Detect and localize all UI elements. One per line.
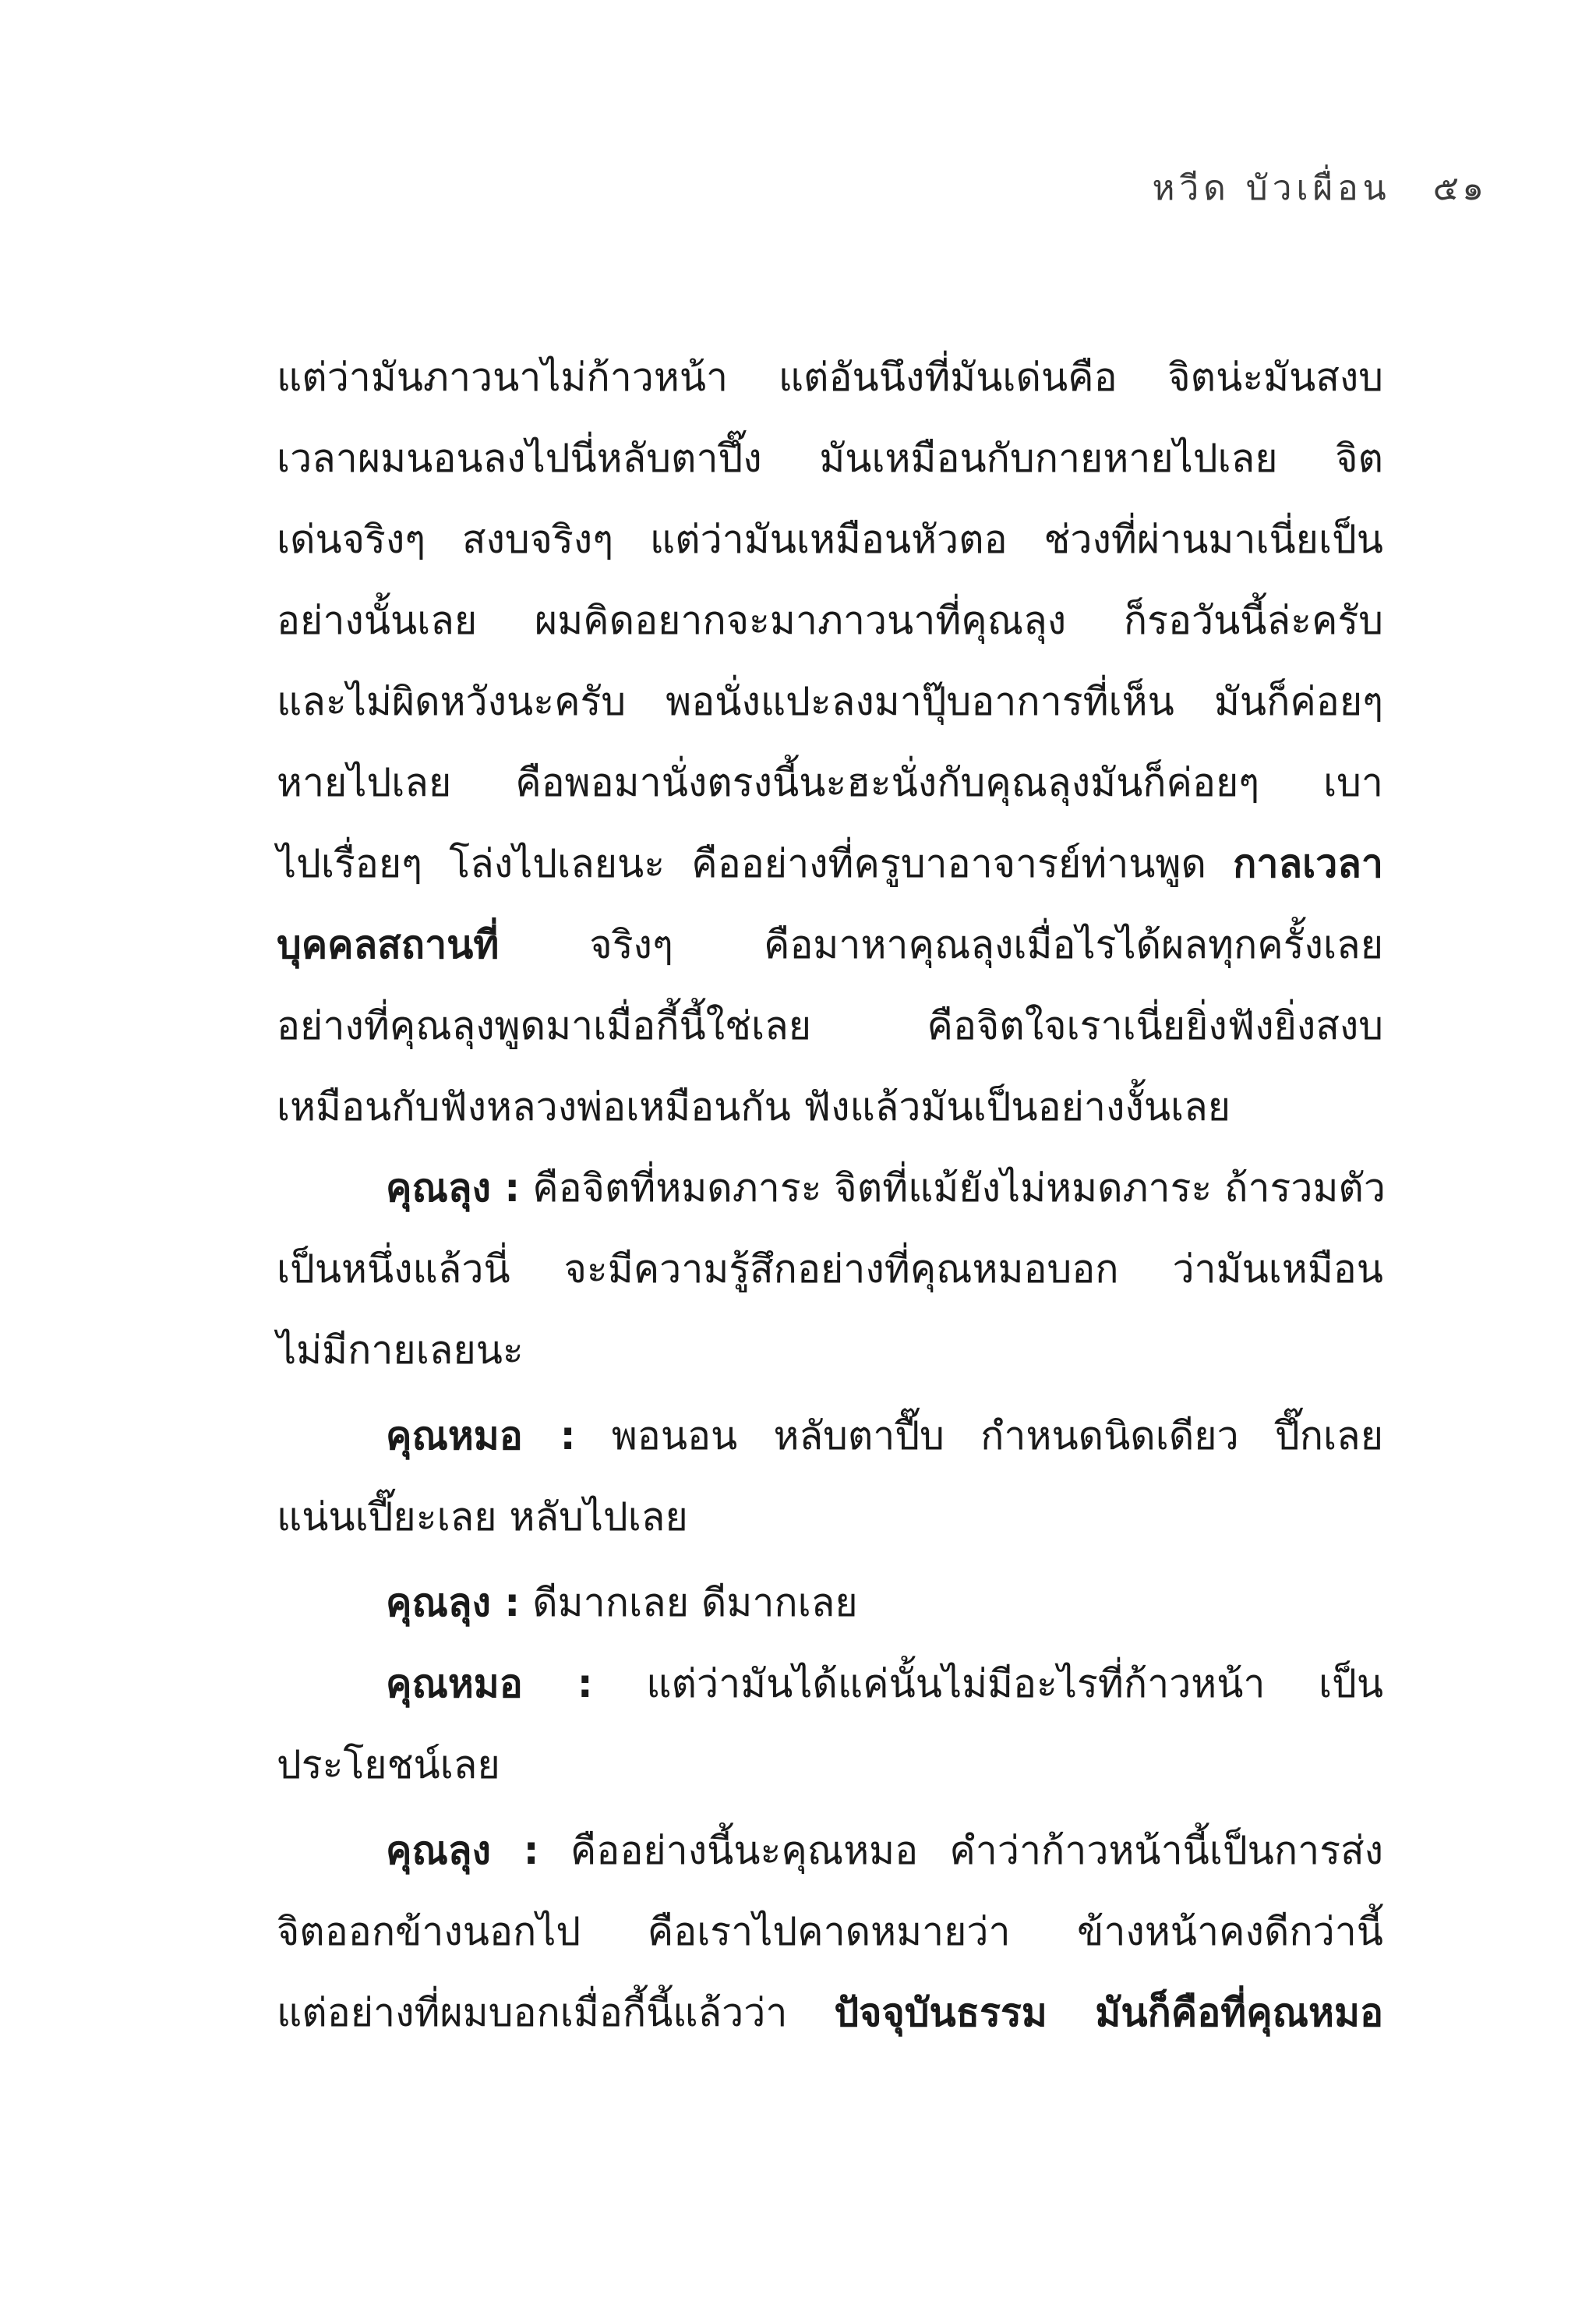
text-run: คืออย่างนี้นะคุณหมอ คำว่าก้าวหน้านี้เป็นการส่ง xyxy=(538,1828,1383,1873)
text-line: เวลาผมนอนลงไปนี่หลับตาปึ๊ง มันเหมือนกับกายหายไปเลย จิต xyxy=(277,436,1383,481)
paragraph-3 xyxy=(277,1395,1383,1557)
text-line: อย่างที่คุณลุงพูดมาเมื่อกี้นี้ใช่เลย คือจิตใจเราเนี่ยยิ่งฟังยิ่งสงบ xyxy=(277,1003,1383,1048)
paragraph-2 xyxy=(277,1147,1386,1391)
page-number: ๕๑ xyxy=(1432,168,1487,208)
text-line xyxy=(277,823,1383,904)
paragraph-1 xyxy=(277,337,1383,1147)
header-title: หวีด บัวเผื่อน xyxy=(1152,168,1391,208)
paragraph-5 xyxy=(277,1643,1383,1805)
paragraph-6 xyxy=(277,1810,1383,2053)
text-run: ไปเรื่อยๆ โล่งไปเลยนะ คืออย่างที่ครูบาอาจารย์ท่านพูด xyxy=(277,841,1234,886)
text-line: จิตออกข้างนอกไป คือเราไปคาดหมายว่า ข้างหน้าคงดีกว่านี้ xyxy=(277,1909,1383,1954)
text-line xyxy=(277,904,1383,985)
text-run: พอนอน หลับตาปื๊บ กำหนดนิดเดียว ปึ๊กเลย xyxy=(575,1413,1383,1458)
text-run: แต่อย่างที่ผมบอกเมื่อกี้นี้แล้วว่า xyxy=(277,1990,835,2035)
speaker-label: คุณหมอ : xyxy=(386,1661,593,1706)
text-line xyxy=(277,1147,1386,1228)
text-line: และไม่ผิดหวังนะครับ พอนั่งแปะลงมาปุ๊บอาการที่เห็น มันก็ค่อยๆ xyxy=(277,679,1383,724)
text-line xyxy=(277,1810,1383,1891)
text-line xyxy=(277,1562,1383,1643)
emphasis-text: บุคคลสถานที่ xyxy=(277,922,500,967)
speaker-label: คุณลุง : xyxy=(386,1828,539,1873)
text-line: แต่ว่ามันภาวนาไม่ก้าวหน้า แต่อันนึงที่มันเด่นคือ จิตน่ะมันสงบ xyxy=(277,355,1383,400)
text-line: เหมือนกับฟังหลวงพ่อเหมือนกัน ฟังแล้วมันเป็นอย่างงั้นเลย xyxy=(277,1084,1231,1129)
text-run: ดีมากเลย ดีมากเลย xyxy=(520,1580,858,1625)
paragraph-4 xyxy=(277,1562,1383,1643)
emphasis-text: กาลเวลา xyxy=(1233,841,1383,886)
text-line xyxy=(277,1395,1383,1476)
running-header xyxy=(1153,161,1487,215)
speaker-label: คุณลุง : xyxy=(386,1165,521,1211)
text-run: คือจิตที่หมดภาระ จิตที่แม้ยังไม่หมดภาระ ถ้ารวมตัว xyxy=(520,1165,1386,1211)
text-line: เด่นจริงๆ สงบจริงๆ แต่ว่ามันเหมือนหัวตอ ช่วงที่ผ่านมาเนี่ยเป็น xyxy=(277,517,1383,562)
text-line: ประโยชน์เลย xyxy=(277,1742,500,1787)
text-run: จริงๆ คือมาหาคุณลุงเมื่อไรได้ผลทุกครั้งเลย xyxy=(499,922,1383,967)
text-run: แต่ว่ามันได้แค่นั้นไม่มีอะไรที่ก้าวหน้า เป็น xyxy=(592,1661,1383,1706)
body-text xyxy=(277,337,1386,2053)
speaker-label: คุณลุง : xyxy=(386,1580,521,1625)
text-line xyxy=(277,1972,1383,2053)
text-line: แน่นเปี๊ยะเลย หลับไปเลย xyxy=(277,1494,688,1540)
text-line: อย่างนั้นเลย ผมคิดอยากจะมาภาวนาที่คุณลุง ก็รอวันนี้ล่ะครับ xyxy=(277,598,1383,643)
text-line: ไม่มีกายเลยนะ xyxy=(277,1327,524,1373)
emphasis-text: ปัจจุบันธรรม มันก็คือที่คุณหมอ xyxy=(834,1990,1383,2035)
text-line: หายไปเลย คือพอมานั่งตรงนี้นะฮะนั่งกับคุณลุงมันก็ค่อยๆ เบา xyxy=(277,760,1383,805)
text-line xyxy=(277,1643,1383,1724)
speaker-label: คุณหมอ : xyxy=(386,1413,576,1458)
text-line: เป็นหนึ่งแล้วนี่ จะมีความรู้สึกอย่างที่คุณหมอบอก ว่ามันเหมือน xyxy=(277,1246,1383,1292)
